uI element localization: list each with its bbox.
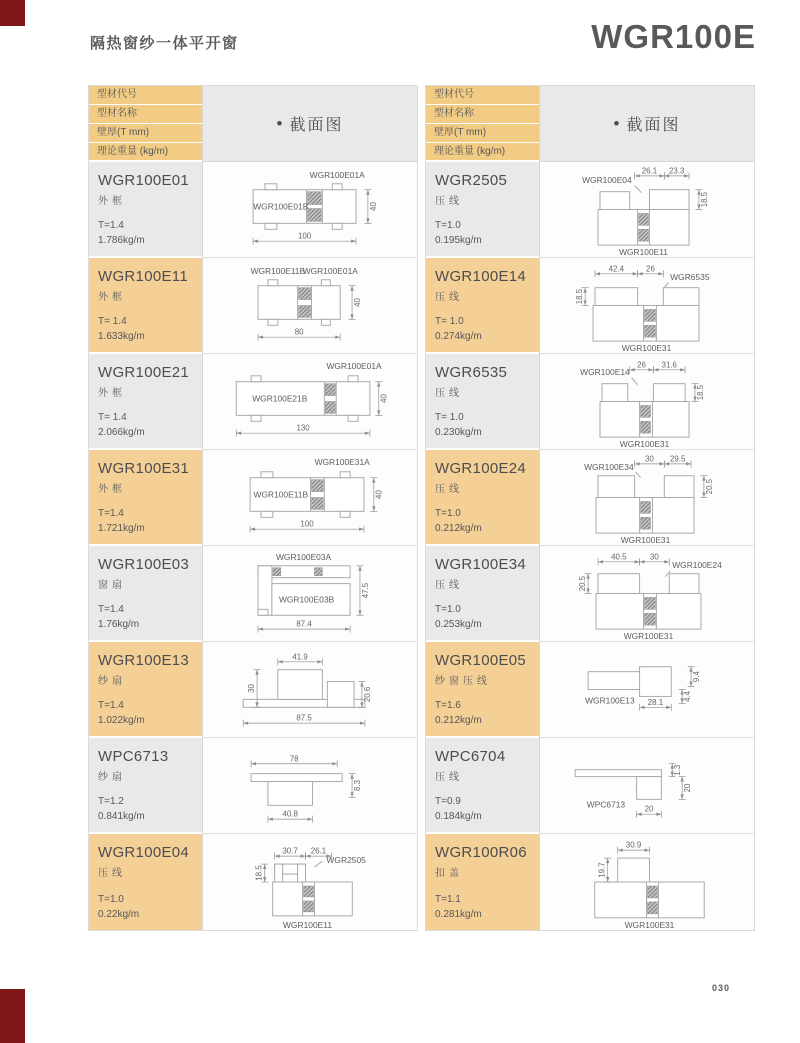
profile-diagram-cell <box>540 354 754 450</box>
profile-code: WGR100R06 <box>435 844 527 861</box>
profile-section-drawing <box>540 450 754 545</box>
thermal-break-hatch <box>325 402 335 414</box>
profile-diagram-cell <box>203 354 417 450</box>
profile-code: WGR6535 <box>435 364 508 381</box>
profile-info-cell <box>426 354 539 450</box>
profile-section-drawing <box>540 834 754 930</box>
profile-diagram-cell <box>203 546 417 642</box>
thermal-break-hatch <box>639 213 649 225</box>
section-diagram-header <box>203 86 417 162</box>
dimension-value: 87.5 <box>296 713 312 723</box>
profile-code-label: WGR100E11 <box>619 247 668 257</box>
profile-name: 纱窗压线 <box>435 676 491 687</box>
info-column <box>426 86 540 930</box>
profile-weight: 1.76kg/m <box>98 619 140 630</box>
profile-info-cell <box>89 738 202 834</box>
profile-info-cell <box>89 834 202 930</box>
profile-code-label: WGR100E21B <box>252 393 308 404</box>
profile-section-drawing <box>203 258 417 353</box>
profile-thickness: T=1.4 <box>98 700 124 711</box>
profile-thickness: T= 1.4 <box>98 316 127 327</box>
section-diagram-label: 截面图 <box>626 117 681 134</box>
profile-diagram-cell <box>203 258 417 354</box>
profile-code: WGR100E13 <box>98 652 190 669</box>
profile-code-label: WGR6535 <box>670 271 710 282</box>
profile-code-label: WGR100E01B <box>253 201 309 212</box>
section-diagram-label: 截面图 <box>289 117 344 134</box>
dimension-value: 20.6 <box>362 686 372 703</box>
profile-code-label: WGR100E14 <box>580 366 630 377</box>
dimension-value: 20 <box>644 804 654 814</box>
dimension-value: 18.5 <box>575 288 585 305</box>
profile-code-label: WGR100E34 <box>584 461 634 472</box>
profile-weight: 1.786kg/m <box>98 235 145 246</box>
profile-thickness: T=1.0 <box>435 508 461 519</box>
dimension-value: 30 <box>650 552 659 562</box>
profile-code-label: WGR100E01A <box>326 360 382 371</box>
profile-code-label: WGR100E04 <box>582 174 632 185</box>
profile-section-drawing <box>203 834 417 930</box>
thermal-break-hatch <box>645 613 656 625</box>
profile-thickness: T=1.2 <box>98 796 124 807</box>
profile-thickness: T=1.0 <box>98 894 124 905</box>
dimension-value: 20.5 <box>578 575 588 592</box>
profile-info-cell <box>426 642 539 738</box>
dimension-value: 40 <box>379 394 389 403</box>
dimension-value: 8.3 <box>352 780 362 791</box>
dimension-value: 47.5 <box>360 582 370 599</box>
dimension-value: 1.3 <box>673 764 683 776</box>
profile-diagram-cell <box>540 642 754 738</box>
profile-section-drawing <box>203 354 417 449</box>
profile-info-cell <box>426 738 539 834</box>
profile-code: WGR100E04 <box>98 844 190 861</box>
dimension-value: 23.3 <box>668 166 685 176</box>
dimension-value: 100 <box>300 519 314 529</box>
dimension-value: 40 <box>352 298 362 307</box>
profile-code-label: WGR100E24 <box>672 559 722 570</box>
profile-weight: 0.281kg/m <box>435 909 482 920</box>
dimension-value: 31.6 <box>661 360 677 370</box>
profile-code-label: WGR100E13 <box>585 695 635 706</box>
profile-code: WPC6713 <box>98 748 169 765</box>
profile-weight: 0.22kg/m <box>98 909 140 920</box>
profile-name: 外框 <box>98 388 126 399</box>
dimension-value: 87.4 <box>296 619 312 629</box>
thermal-break-hatch <box>314 568 322 576</box>
profile-weight: 0.184kg/m <box>435 811 482 822</box>
dimension-value: 30 <box>247 684 257 693</box>
profile-name: 扣盖 <box>435 868 463 879</box>
section-diagram-header <box>540 86 754 162</box>
profile-diagram-cell <box>203 738 417 834</box>
dimension-value: 18.5 <box>699 191 709 208</box>
profile-name: 纱扇 <box>98 772 126 783</box>
thermal-break-hatch <box>645 325 656 337</box>
diagram-column <box>540 86 754 930</box>
profile-diagram-cell <box>540 258 754 354</box>
profile-diagram-cell <box>540 450 754 546</box>
profile-name: 纱扇 <box>98 676 126 687</box>
profile-section-drawing <box>203 738 417 833</box>
profile-section-drawing <box>540 354 754 449</box>
dimension-value: 20 <box>683 783 693 793</box>
profile-thickness: T=1.0 <box>435 604 461 615</box>
page-header <box>90 20 756 53</box>
profile-weight: 0.212kg/m <box>435 715 482 726</box>
thermal-break-hatch <box>311 498 323 510</box>
profile-code-label: WGR100E31A <box>314 456 370 467</box>
profile-diagram-cell <box>203 834 417 930</box>
bullet-icon: • <box>613 113 620 133</box>
profile-thickness: T= 1.0 <box>435 316 464 327</box>
dimension-value: 40.5 <box>611 552 627 562</box>
profile-code: WPC6704 <box>435 748 506 765</box>
dimension-value: 80 <box>294 327 304 337</box>
profile-code-label: WGR100E31 <box>621 343 672 353</box>
profile-code-label: WGR100E11B <box>250 265 306 276</box>
thermal-break-hatch <box>647 886 657 898</box>
page-number: 030 <box>711 983 730 993</box>
profile-code-label: WPC6713 <box>586 799 626 810</box>
profile-code: WGR100E14 <box>435 268 527 285</box>
profile-info-cell <box>89 546 202 642</box>
thermal-break-hatch <box>641 421 651 433</box>
dimension-value: 26.1 <box>641 166 658 176</box>
profile-code: WGR100E31 <box>98 460 190 477</box>
thermal-break-hatch <box>645 597 656 609</box>
profile-diagram-cell <box>540 546 754 642</box>
profile-code-label: WGR100E01A <box>302 265 358 276</box>
profile-name: 压线 <box>435 580 463 591</box>
dimension-value: 41.9 <box>292 652 308 662</box>
profile-thickness: T= 1.0 <box>435 412 464 423</box>
dimension-value: 30 <box>645 454 654 464</box>
header-label-cell: 型材名称 <box>89 105 202 124</box>
profile-weight: 1.633kg/m <box>98 331 145 342</box>
profile-thickness: T=1.4 <box>98 220 124 231</box>
profile-table <box>88 85 418 931</box>
profile-section-drawing <box>540 258 754 353</box>
dimension-value: 26 <box>637 360 646 370</box>
dimension-value: 40.8 <box>282 809 298 819</box>
profile-section-drawing <box>540 642 754 737</box>
profile-section-drawing <box>203 162 417 257</box>
profile-code-label: WGR100E03A <box>275 551 332 562</box>
dimension-value: 30.7 <box>282 846 298 856</box>
thermal-break-hatch <box>304 886 314 897</box>
profile-info-cell <box>426 450 539 546</box>
profile-code: WGR100E03 <box>98 556 190 573</box>
corner-accent-bottom <box>0 989 25 1043</box>
profile-section-drawing <box>540 738 754 833</box>
profile-weight: 0.230kg/m <box>435 427 482 438</box>
dimension-value: 40 <box>374 490 384 499</box>
profile-info-cell <box>426 162 539 258</box>
profile-name: 窗扇 <box>98 580 126 591</box>
profile-diagram-cell <box>540 162 754 258</box>
header-label-cell: 型材名称 <box>426 105 539 124</box>
profile-info-cell <box>89 258 202 354</box>
profile-thickness: T=1.1 <box>435 894 461 905</box>
bullet-icon: • <box>276 113 283 133</box>
profile-info-cell <box>89 354 202 450</box>
header-label-cell: 壁厚(T mm) <box>89 124 202 143</box>
page-title: 隔热窗纱一体平开窗 <box>90 35 239 52</box>
header-label-cell: 壁厚(T mm) <box>426 124 539 143</box>
profile-code-label: WGR100E11B <box>253 489 309 500</box>
profile-name: 压线 <box>435 484 463 495</box>
profile-weight: 0.195kg/m <box>435 235 482 246</box>
header-label-cell: 理论重量 (kg/m) <box>426 143 539 162</box>
profile-table <box>425 85 755 931</box>
profile-code-label: WGR100E31 <box>620 535 671 545</box>
profile-weight: 0.841kg/m <box>98 811 145 822</box>
profile-thickness: T=1.6 <box>435 700 461 711</box>
profile-code: WGR100E05 <box>435 652 527 669</box>
profile-name: 压线 <box>435 292 463 303</box>
profile-section-drawing <box>203 642 417 737</box>
profile-weight: 0.212kg/m <box>435 523 482 534</box>
profile-code: WGR2505 <box>435 172 508 189</box>
profile-code-label: WGR100E31 <box>624 919 675 930</box>
thermal-break-hatch <box>641 501 651 513</box>
profile-name: 压线 <box>98 868 126 879</box>
profile-section-drawing <box>540 546 754 641</box>
diagram-column <box>203 86 417 930</box>
dimension-value: 42.4 <box>608 264 625 274</box>
profile-name: 外框 <box>98 484 126 495</box>
profile-info-cell <box>89 642 202 738</box>
profile-info-cell <box>426 546 539 642</box>
profile-weight: 1.022kg/m <box>98 715 145 726</box>
profile-thickness: T=1.4 <box>98 508 124 519</box>
profile-section-drawing <box>203 546 417 641</box>
profile-thickness: T= 1.4 <box>98 412 127 423</box>
profile-weight: 1.721kg/m <box>98 523 145 534</box>
profile-name: 外框 <box>98 292 126 303</box>
thermal-break-hatch <box>308 192 322 205</box>
profile-weight: 2.066kg/m <box>98 427 145 438</box>
profile-code-label: WGR100E03B <box>278 594 335 605</box>
profile-thickness: T=1.0 <box>435 220 461 231</box>
profile-diagram-cell <box>540 834 754 930</box>
profile-code: WGR100E11 <box>98 268 188 285</box>
profile-code-label: WGR100E31 <box>623 631 674 641</box>
dimension-value: 19.7 <box>597 862 607 878</box>
thermal-break-hatch <box>647 902 657 914</box>
profile-name: 外框 <box>98 196 126 207</box>
profile-code-label: WGR100E31 <box>619 439 670 449</box>
corner-accent-top <box>0 0 25 26</box>
thermal-break-hatch <box>308 209 322 222</box>
profile-diagram-cell <box>540 738 754 834</box>
thermal-break-hatch <box>639 229 649 241</box>
profile-code: WGR100E21 <box>98 364 190 381</box>
dimension-value: 26 <box>646 264 655 274</box>
profile-thickness: T=0.9 <box>435 796 461 807</box>
profile-code: WGR100E34 <box>435 556 527 573</box>
series-code: WGR100E <box>591 18 756 55</box>
dimension-value: 4.4 <box>683 690 693 702</box>
profile-weight: 0.274kg/m <box>435 331 482 342</box>
profile-name: 压线 <box>435 772 463 783</box>
header-label-cell: 理论重量 (kg/m) <box>89 143 202 162</box>
profile-info-cell <box>426 834 539 930</box>
thermal-break-hatch <box>299 288 311 300</box>
thermal-break-hatch <box>273 568 281 576</box>
header-label-cell: 型材代号 <box>426 86 539 105</box>
thermal-break-hatch <box>325 384 335 396</box>
dimension-value: 18.5 <box>695 384 705 401</box>
thermal-break-hatch <box>304 901 314 912</box>
dimension-value: 29.5 <box>669 454 686 464</box>
dimension-value: 9.4 <box>691 671 701 683</box>
profile-code: WGR100E01 <box>98 172 190 189</box>
profile-code-label: WGR100E01A <box>309 169 365 180</box>
profile-code-label: WGR2505 <box>326 855 366 866</box>
profile-code-label: WGR100E11 <box>282 919 333 930</box>
profile-diagram-cell <box>203 642 417 738</box>
thermal-break-hatch <box>299 306 311 318</box>
dimension-value: 40 <box>368 202 378 211</box>
catalog-tables <box>88 85 755 931</box>
profile-name: 压线 <box>435 196 463 207</box>
profile-section-drawing <box>540 162 754 257</box>
profile-weight: 0.253kg/m <box>435 619 482 630</box>
dimension-value: 28.1 <box>647 697 664 707</box>
dimension-value: 100 <box>297 231 312 241</box>
dimension-value: 30.9 <box>625 840 642 850</box>
profile-diagram-cell <box>203 450 417 546</box>
dimension-value: 26.1 <box>310 846 327 856</box>
profile-code: WGR100E24 <box>435 460 527 477</box>
dimension-value: 20.5 <box>704 478 714 495</box>
thermal-break-hatch <box>645 309 656 321</box>
thermal-break-hatch <box>641 405 651 417</box>
profile-thickness: T=1.4 <box>98 604 124 615</box>
header-label-cell: 型材代号 <box>89 86 202 105</box>
profile-info-cell <box>426 258 539 354</box>
profile-name: 压线 <box>435 388 463 399</box>
dimension-value: 78 <box>289 754 299 764</box>
thermal-break-hatch <box>641 517 651 529</box>
info-column <box>89 86 203 930</box>
profile-diagram-cell <box>203 162 417 258</box>
dimension-value: 130 <box>296 423 310 433</box>
profile-info-cell <box>89 162 202 258</box>
dimension-value: 18.5 <box>254 865 264 881</box>
profile-info-cell <box>89 450 202 546</box>
profile-section-drawing <box>203 450 417 545</box>
thermal-break-hatch <box>311 480 323 492</box>
